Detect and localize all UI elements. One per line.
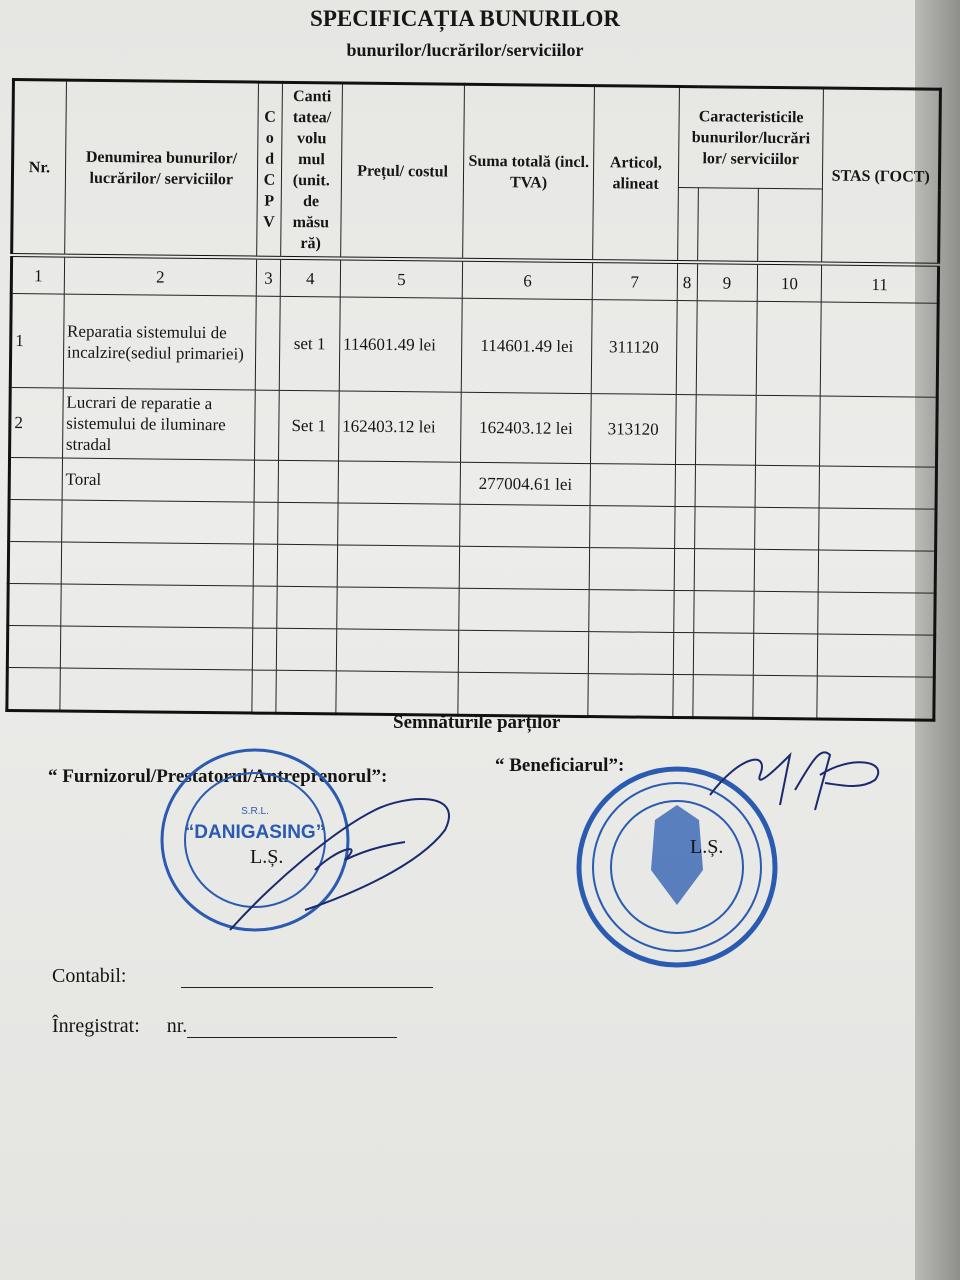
header-articol: Articol, alineat [593, 86, 680, 262]
furnizor-ls: L.Ș. [250, 846, 284, 868]
contabil-line [181, 987, 433, 988]
inregistrat-text: Înregistrat: [52, 1015, 140, 1037]
total-suma: 277004.61 lei [460, 462, 590, 505]
row-denumirea: Reparatia sistemului de incalzire(sediul primariei) [63, 294, 256, 390]
header-suma: Suma totală (incl. TVA) [463, 84, 594, 261]
table-row [10, 294, 938, 398]
beneficiar-ls: L.Ș. [690, 836, 724, 858]
row-cantitatea: set 1 [279, 296, 340, 391]
row-pretul: 114601.49 lei [339, 297, 463, 392]
row-suma: 114601.49 lei [462, 298, 592, 393]
svg-text:S.R.L.: S.R.L. [241, 806, 269, 817]
document-subtitle: bunurilor/lucrărilor/serviciilor [346, 40, 584, 60]
col-num: 1 [11, 255, 64, 294]
header-denumirea: Denumirea bunurilor/ lucrărilor/ serviciilor [64, 80, 258, 258]
col-num: 10 [757, 263, 822, 302]
col-num: 6 [463, 260, 593, 300]
row-nr: 2 [10, 387, 63, 458]
signatures-heading: Semnăturile părților [393, 712, 561, 733]
specification-table [5, 78, 942, 722]
col-num: 11 [822, 263, 939, 303]
col-num: 7 [592, 261, 677, 300]
contabil-label [52, 965, 433, 988]
col-num: 4 [280, 258, 340, 297]
beneficiar-signature [700, 735, 890, 815]
row-suma: 162403.12 lei [461, 392, 591, 463]
row-articol: 313120 [590, 394, 675, 465]
contabil-text: Contabil: [52, 965, 127, 987]
col-num: 3 [256, 258, 280, 297]
row-nr: 1 [10, 294, 64, 389]
furnizor-label: “ Furnizorul/Prestatorul/Antreprenorul”: [48, 766, 388, 787]
beneficiar-label: “ Beneficiarul”: [495, 755, 625, 776]
total-label: Toral [62, 458, 255, 502]
document-title: SPECIFICAȚIA BUNURILOR [310, 6, 620, 31]
header-pretul: Prețul/ costul [340, 83, 464, 260]
header-caracteristici: Caracteristicile bunurilor/lucrări lor/ serviciilor [678, 86, 824, 189]
nr-text: nr. [166, 1015, 188, 1037]
col-num: 5 [340, 258, 463, 298]
header-nr: Nr. [12, 80, 67, 256]
col-num: 2 [64, 256, 257, 297]
furnizor-signature [215, 790, 475, 940]
header-stas: STAS (ГОСТ) [822, 88, 940, 265]
header-cantitatea: Canti tatea/ volu mul (unit. de măsu ră) [281, 82, 343, 258]
row-denumirea: Lucrari de reparatie a sistemului de iluminare stradal [62, 388, 255, 460]
table-row [10, 387, 938, 467]
row-pretul: 162403.12 lei [338, 391, 461, 462]
header-cod-cpv: C o d C P V [257, 82, 283, 258]
col-num: 9 [697, 262, 757, 301]
inregistrat-label [52, 1015, 397, 1038]
svg-text:“DANIGASING”: “DANIGASING” [184, 822, 326, 843]
row-articol: 311120 [591, 300, 677, 395]
nr-line [187, 1037, 397, 1038]
row-cantitatea: Set 1 [278, 390, 339, 461]
col-num: 8 [677, 262, 697, 301]
